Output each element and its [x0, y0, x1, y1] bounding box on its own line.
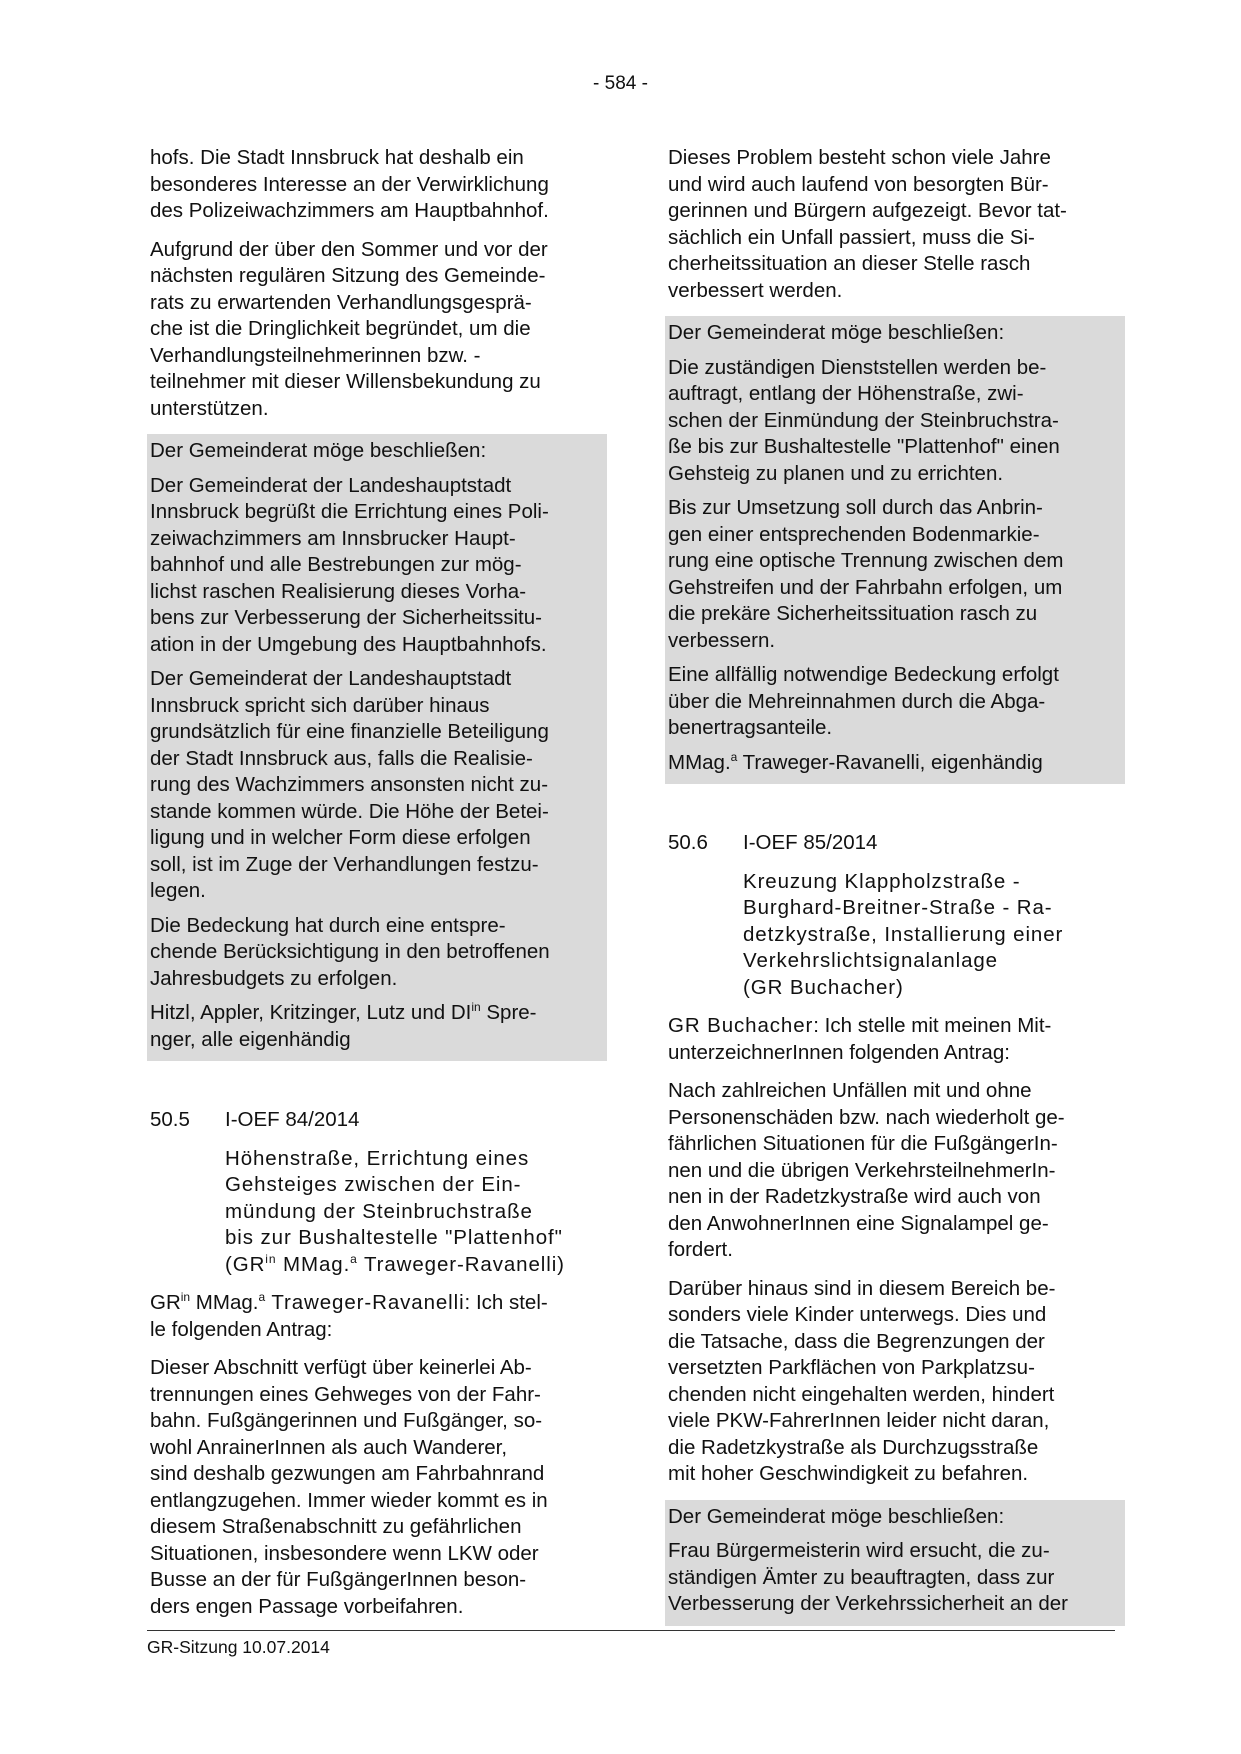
- footer-session: GR-Sitzung 10.07.2014: [147, 1637, 330, 1657]
- section-intro: GR Buchacher: Ich stelle mit meinen Mit- unterzeichnerInnen folgenden Antrag:: [668, 1014, 1052, 1064]
- footer-divider: [147, 1630, 1115, 1631]
- paragraph: Dieser Abschnitt verfügt über keinerlei Ab- trennungen eines Gehweges von der Fahr- bahn. Fußgängerinnen und Fußgänger, so- wohl AnrainerInnen als auch Wanderer, sind deshalb gezwungen am Fahrbahnrand entlangzugehen. Immer wieder kommt es in diesem Straßenabschnitt zu gefährlichen Situationen, insbesondere wenn LKW oder Busse an der für FußgängerInnen beson- ders engen Passage vorbeifahren.: [150, 1356, 548, 1618]
- motion-paragraph: Die zuständigen Dienststellen werden be- auftragt, entlang der Höhenstraße, zwi- schen der Einmündung der Steinbruchstra- ße bis zur Bushaltestelle "Plattenhof" einen Gehsteig zu planen und zu errichten.: [668, 355, 1060, 485]
- motion-box: [665, 1500, 1125, 1626]
- section-intro: $GR^{in}$ MMag.$^a$ Traweger-Ravanelli: Ich stel- le folgenden Antrag:: [150, 1290, 548, 1341]
- section-title: Kreuzung Klappholzstraße - Burghard-Breitner-Straße - Ra- detzkystraße, Installierung einer Verkehrslichtsignalanlage (GR Buchacher): [743, 869, 1064, 999]
- motion-paragraph: Bis zur Umsetzung soll durch das Anbrin- gen einer entsprechenden Bodenmarkie- rung eine optische Trennung zwischen dem Gehstreifen und der Fahrbahn erfolgen, um die prekäre Sicherheitssituation rasch zu verbessern.: [668, 496, 1064, 652]
- motion-heading: Der Gemeinderat möge beschließen:: [150, 439, 487, 462]
- section-50-5: [147, 1107, 607, 1620]
- section-title: Höhenstraße, Errichtung eines Gehsteiges zwischen der Ein- mündung der Steinbruchstraße bis zur Bushaltestelle "Plattenhof" ($GR^{in}$ MMag.$^a$ Traweger-Ravanelli): [225, 1146, 565, 1276]
- motion-signatures: MMag.$^a$ Traweger-Ravanelli, eigenhändig: [668, 749, 1043, 774]
- motion-paragraph: Die Bedeckung hat durch eine entspre- chende Berücksichtigung in den betroffenen Jahresbudgets zu erfolgen.: [150, 913, 550, 990]
- page-number: - 584 -: [593, 73, 648, 94]
- section-50-6: [665, 830, 1125, 1626]
- section-number: 50.5: [150, 1108, 190, 1131]
- paragraph: hofs. Die Stadt Innsbruck hat deshalb ein besonderes Interesse an der Verwirklichung des Polizeiwachzimmers am Hauptbahnhof.: [150, 146, 549, 222]
- motion-paragraph: Frau Bürgermeisterin wird ersucht, die zu- ständigen Ämter zu beauftragten, dass zur Verbesserung der Verkehrssicherheit an der: [668, 1539, 1068, 1615]
- left-column: [147, 145, 607, 1632]
- motion-paragraph: Der Gemeinderat der Landeshauptstadt Innsbruck begrüßt die Errichtung eines Poli- zeiwachzimmers am Innsbrucker Haupt- bahnhof und alle Bestrebungen zur mög- lichst raschen Realisierung dieses Vorha- bens zur Verbesserung der Sicherheitssitu- ation in der Umgebung des Hauptbahnhofs.: [150, 473, 549, 656]
- section-number: 50.6: [668, 831, 708, 854]
- section-header: [147, 1107, 607, 1134]
- motion-heading: Der Gemeinderat möge beschließen:: [668, 321, 1005, 344]
- paragraph: Aufgrund der über den Sommer und vor der nächsten regulären Sitzung des Gemeinde- rats zu erwartenden Verhandlungsgesprä- che ist die Dringlichkeit begründet, um die Verhandlungsteilnehmerinnen bzw. - teilnehmer mit dieser Willensbekundung zu unterstützen.: [150, 237, 548, 420]
- section-code: I-OEF 84/2014: [225, 1108, 360, 1131]
- motion-box: [665, 316, 1125, 784]
- motion-heading: Der Gemeinderat möge beschließen:: [668, 1504, 1005, 1528]
- paragraph: Darüber hinaus sind in diesem Bereich be- sonders viele Kinder unterwegs. Dies und die Tatsache, dass die Begrenzungen der versetzten Parkflächen von Parkplatzsu- chenden nicht eingehalten werden, hindert viele PKW-FahrerInnen leider nicht daran, die Radetzkystraße als Durchzugsstraße mit hoher Geschwindigkeit zu befahren.: [668, 1276, 1056, 1485]
- right-column: [665, 145, 1125, 1626]
- section-header: [665, 830, 1125, 857]
- paragraph: Nach zahlreichen Unfällen mit und ohne Personenschäden bzw. nach wiederholt ge- fährlichen Situationen für die FußgängerIn- nen und die übrigen VerkehrsteilnehmerIn- nen in der Radetzkystraße wird auch von den AnwohnerInnen eine Signalampel ge- fordert.: [668, 1079, 1065, 1261]
- motion-paragraph: Eine allfällig notwendige Bedeckung erfolgt über die Mehreinnahmen durch die Abga- benertragsanteile.: [668, 663, 1059, 739]
- motion-box: [147, 434, 607, 1061]
- motion-signatures: Hitzl, Appler, Kritzinger, Lutz und $DI^{in}$ Spre- nger, alle eigenhändig: [150, 1000, 537, 1051]
- section-code: I-OEF 85/2014: [743, 831, 878, 854]
- paragraph: Dieses Problem besteht schon viele Jahre und wird auch laufend von besorgten Bür- gerinnen und Bürgern aufgezeigt. Bevor tat- sächlich ein Unfall passiert, muss die Si- cherheitssituation an dieser Stelle rasch verbessert werden.: [668, 146, 1067, 302]
- motion-paragraph: Der Gemeinderat der Landeshauptstadt Innsbruck spricht sich darüber hinaus grundsätzlich für eine finanzielle Beteiligung der Stadt Innsbruck aus, falls die Realisie- rung des Wachzimmers ansonsten nicht zu- stande kommen würde. Die Höhe der Betei- ligung und in welcher Form diese erfolgen soll, ist im Zuge der Verhandlungen festzu- legen.: [150, 667, 549, 902]
